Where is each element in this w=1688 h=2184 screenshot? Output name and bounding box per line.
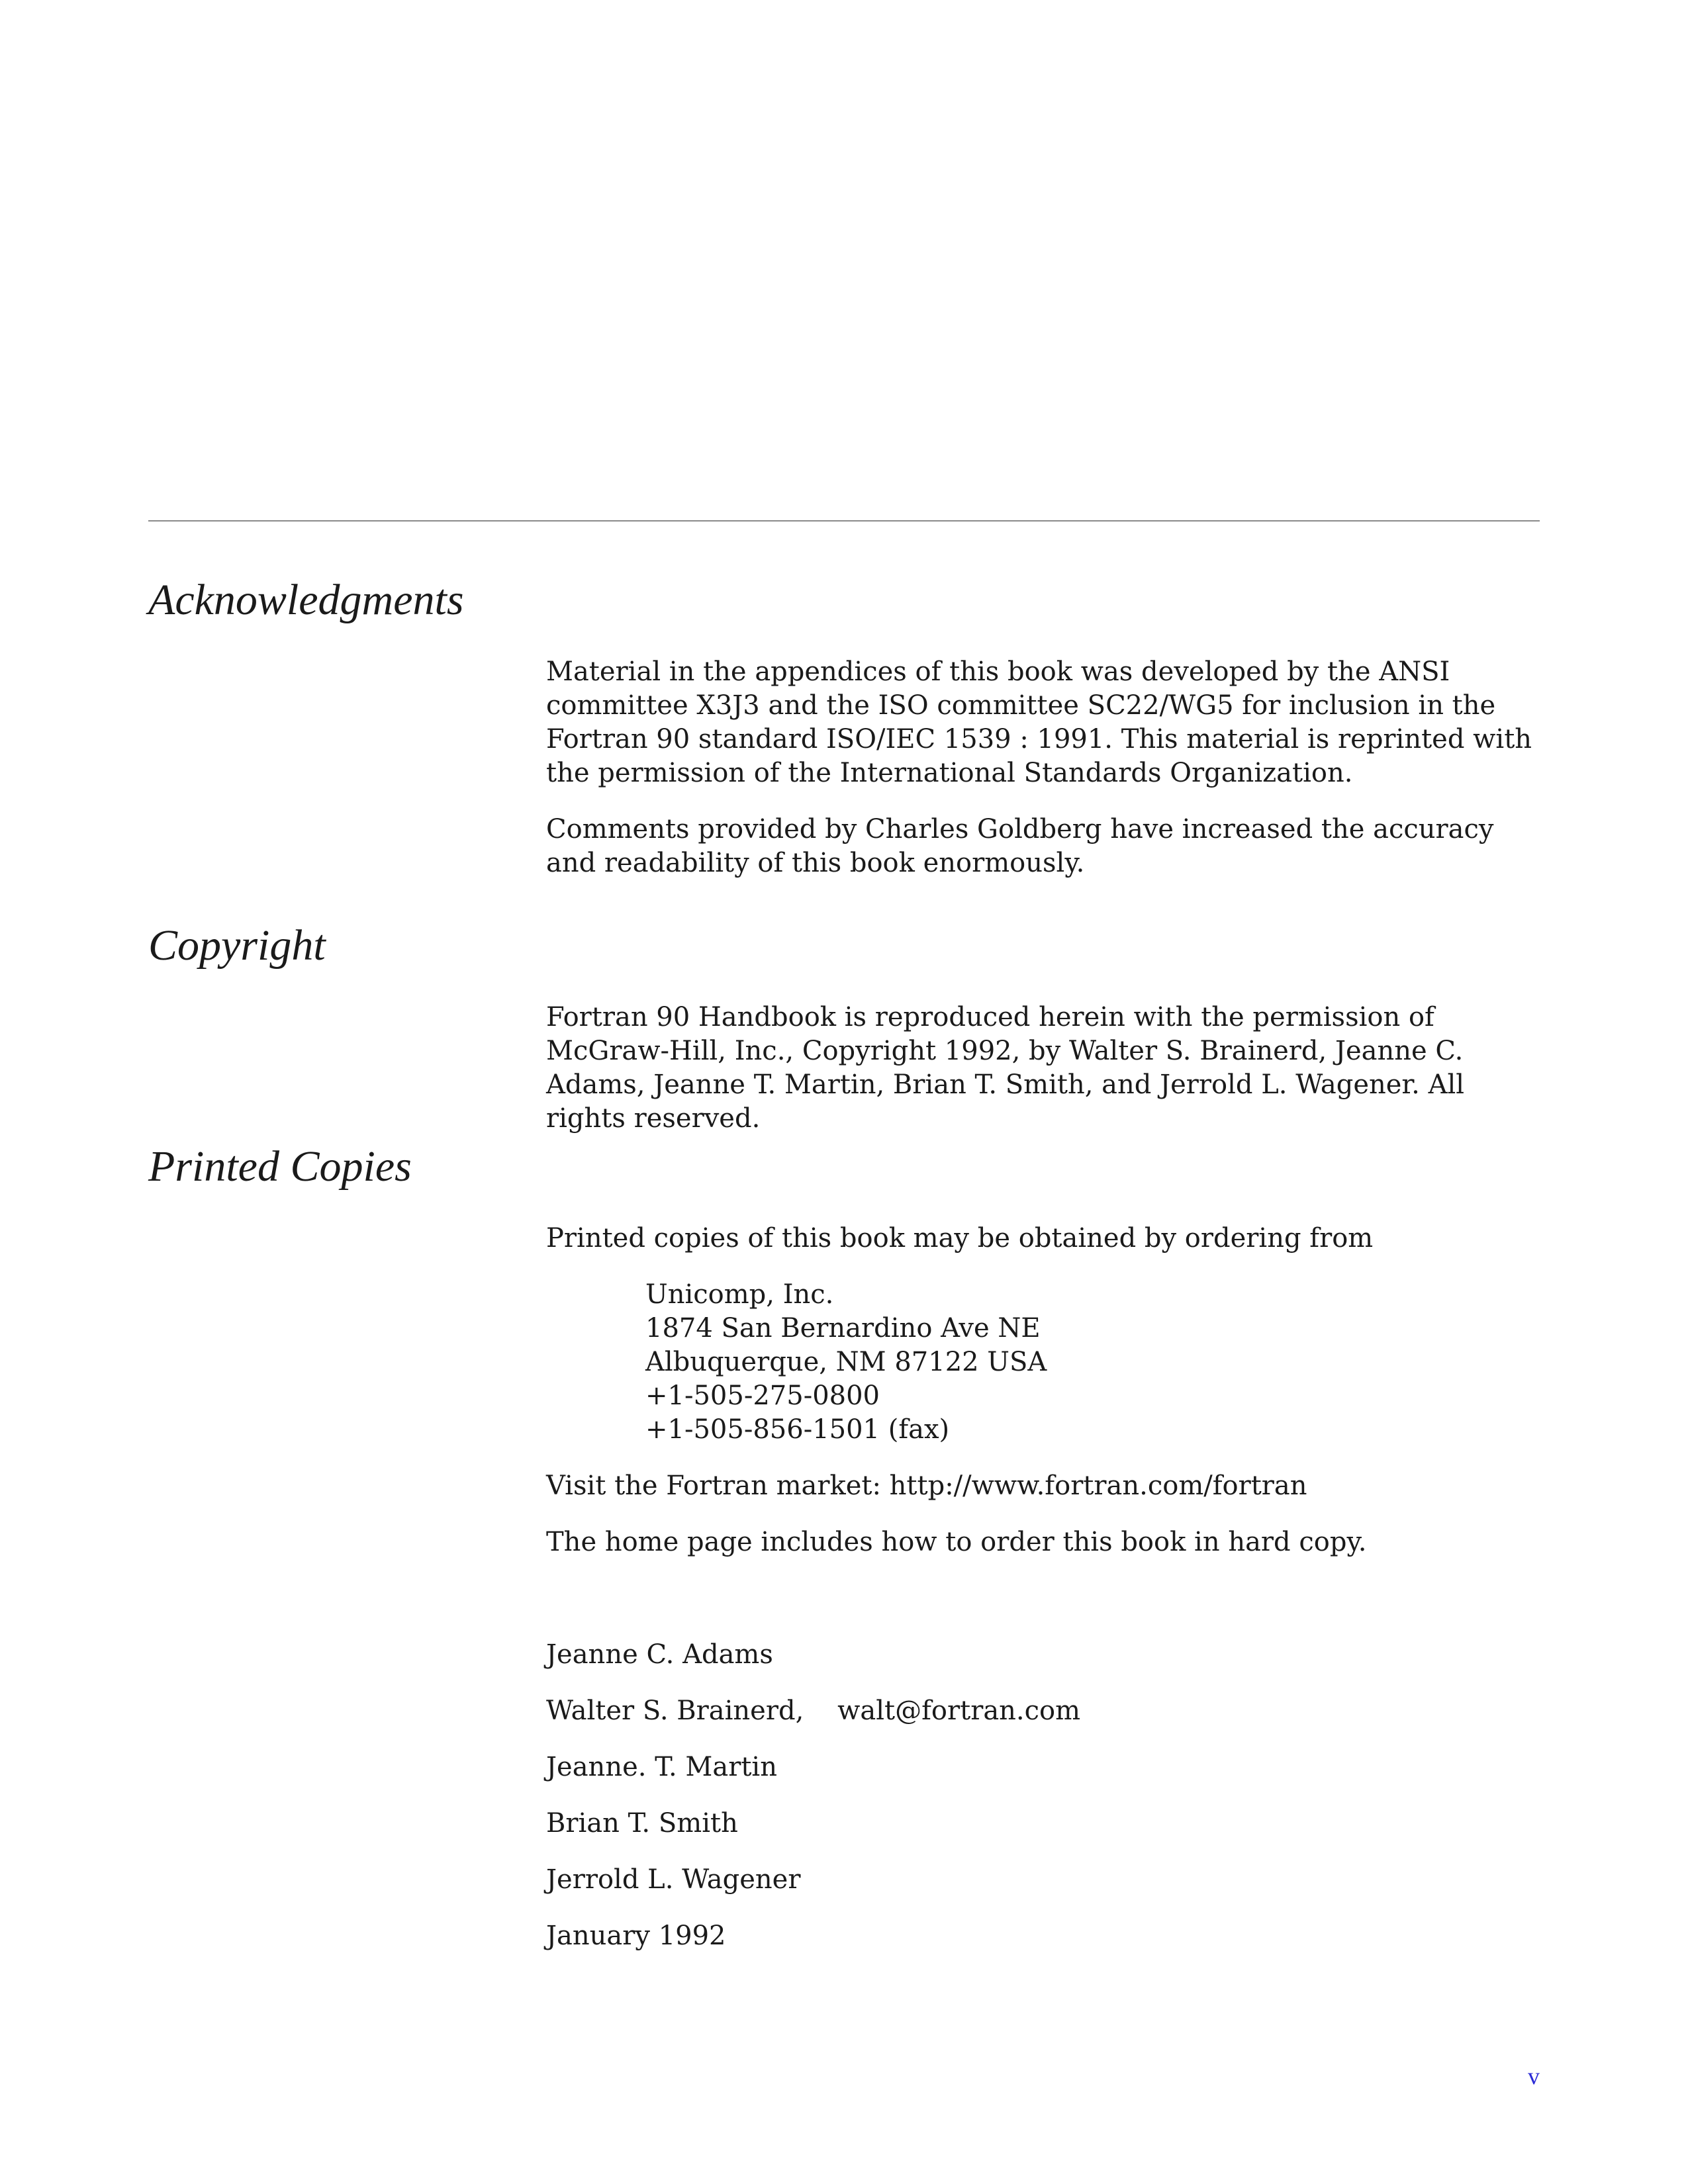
author-wagener: Jerrold L. Wagener (546, 1864, 801, 1895)
author-brainerd: Walter S. Brainerd, walt@fortran.com (546, 1696, 1081, 1726)
acknowledgments-paragraph-2: Comments provided by Charles Goldberg have increased the accuracy and readability of this book enormously. (546, 814, 1494, 878)
page-number: v (1528, 2063, 1540, 2089)
copyright-paragraph: Fortran 90 Handbook is reproduced herein with the permission of McGraw-Hill, Inc., Copyright 1992, by Walter S. Brainerd, Jeanne C. Adams, Jeanne T. Martin, Brian T. Smith, and Jerrold L. Wagener. All rights reserved. (546, 1002, 1465, 1134)
address-fax: +1-505-856-1501 (fax) (645, 1414, 950, 1445)
publication-date: January 1992 (546, 1921, 726, 1951)
address-block (645, 1278, 1546, 1447)
printed-copies-intro: Printed copies of this book may be obtained by ordering from (546, 1223, 1374, 1253)
heading-copyright: Copyright (148, 921, 326, 970)
address-street: 1874 San Bernardino Ave NE (645, 1313, 1041, 1343)
heading-acknowledgments: Acknowledgments (148, 576, 464, 624)
address-company: Unicomp, Inc. (645, 1279, 834, 1310)
acknowledgments-body (546, 655, 1546, 880)
top-horizontal-rule (148, 520, 1540, 522)
copyright-body (546, 1001, 1546, 1136)
heading-printed-copies: Printed Copies (148, 1142, 412, 1191)
home-page-note: The home page includes how to order this book in hard copy. (546, 1527, 1367, 1557)
author-adams: Jeanne C. Adams (546, 1639, 773, 1670)
address-phone: +1-505-275-0800 (645, 1381, 880, 1411)
visit-fortran-market: Visit the Fortran market: http://www.fortran.com/fortran (546, 1471, 1307, 1501)
author-martin: Jeanne. T. Martin (546, 1752, 777, 1782)
address-city: Albuquerque, NM 87122 USA (645, 1347, 1047, 1377)
author-smith: Brian T. Smith (546, 1808, 738, 1839)
printed-copies-body (546, 1222, 1546, 1953)
acknowledgments-paragraph-1: Material in the appendices of this book was developed by the ANSI committee X3J3 and the ISO committee SC22/WG5 for inclusion in the Fortran 90 standard ISO/IEC 1539 : 1991. This material is reprinted with the permission of the International Standards Organization. (546, 657, 1532, 788)
